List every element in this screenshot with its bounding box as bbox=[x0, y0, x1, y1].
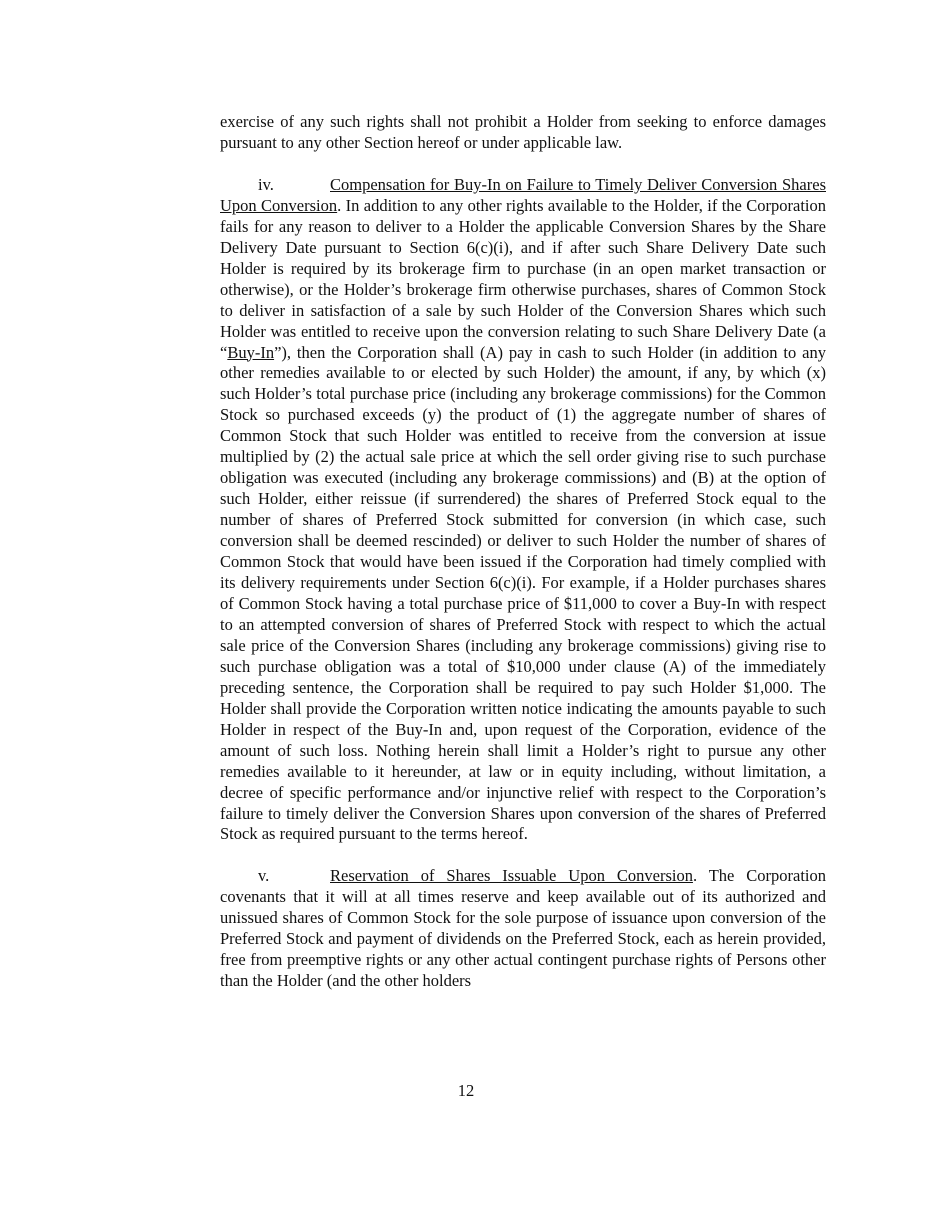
section-v-body: . The Corporation covenants that it will at all times reserve and keep available out of its authorized and unissued shares of Common Stock for the sole purpose of issuance upon conversion of the Preferred Stock and payment of dividends on the Preferred Stock, each as herein provided, free from preemptive rights or any other actual contingent purchase rights of Persons other than the Holder (and the other holders bbox=[220, 866, 827, 991]
section-iv-body-1: . In addition to any other rights available to the Holder, if the Corporation fails for any reason to deliver to a Holder the applicable Conversion Shares by the Share Delivery Date pursuant to Section 6(c)(i), and if after such Share Delivery Date such Holder is required by its brokerage firm to purchase (in an open market transaction or otherwise), or the Holder’s brokerage firm otherwise purchases, shares of Common Stock to deliver in satisfaction of a sale by such Holder of the Conversion Shares which such Holder was entitled to receive upon the conversion relating to such Share Delivery Date (a “ bbox=[220, 195, 827, 362]
paragraph-intro bbox=[220, 112, 826, 154]
section-v-heading: Reservation of Shares Issuable Upon Conversion bbox=[330, 866, 693, 886]
paragraph-intro-text: exercise of any such rights shall not prohibit a Holder from seeking to enforce damages pursuant to any other Section hereof or under applicable law. bbox=[220, 112, 826, 152]
section-iv-paragraph bbox=[220, 175, 826, 846]
section-iv-body-2: ”), then the Corporation shall (A) pay in cash to such Holder (in addition to any other remedies available to or elected by such Holder) the amount, if any, by which (x) such Holder’s total purchase price (including any brokerage commissions) for the Common Stock so purchased exceeds (y) the product of (1) the aggregate number of shares of Common Stock that such Holder was entitled to receive from the conversion at issue multiplied by (2) the actual sale price at which the sell order giving rise to such purchase obligation was executed (including any brokerage commissions) and (B) at the option of such Holder, either reissue (if surrendered) the shares of Preferred Stock equal to the number of shares of Preferred Stock submitted for conversion (in which case, such conversion shall be deemed rescinded) or deliver to such Holder the number of shares of Common Stock that would have been issued if the Corporation had timely complied with its delivery requirements under Section 6(c)(i). For example, if a Holder purchases shares of Common Stock having a total purchase price of $11,000 to cover a Buy-In with respect to an attempted conversion of shares of Preferred Stock with respect to which the actual sale price of the Conversion Shares (including any brokerage commissions) giving rise to such purchase obligation was a total of $10,000 under clause (A) of the immediately preceding sentence, the Corporation shall be required to pay such Holder $1,000. The Holder shall provide the Corporation written notice indicating the amounts payable to such Holder in respect of the Buy-In and, upon request of the Corporation, evidence of the amount of such loss. Nothing herein shall limit a Holder’s right to pursue any other remedies available to it hereunder, at law or in equity including, without limitation, a decree of specific performance and/or injunctive relief with respect to the Corporation’s failure to timely deliver the Conversion Shares upon conversion of the shares of Preferred Stock as required pursuant to the terms hereof. bbox=[220, 342, 826, 844]
section-iv-heading: Compensation for Buy-In on Failure to Timely Deliver Conversion Shares Upon Conversion bbox=[220, 174, 826, 215]
document-page bbox=[220, 112, 826, 992]
section-v-marker: v. bbox=[258, 866, 270, 886]
defined-term-buy-in: Buy-In bbox=[227, 342, 275, 362]
section-v-paragraph bbox=[220, 866, 826, 992]
section-iv-marker: iv. bbox=[258, 174, 274, 194]
page-number: 12 bbox=[457, 1081, 475, 1100]
paragraph-gap bbox=[220, 845, 826, 866]
paragraph-gap bbox=[220, 154, 826, 175]
